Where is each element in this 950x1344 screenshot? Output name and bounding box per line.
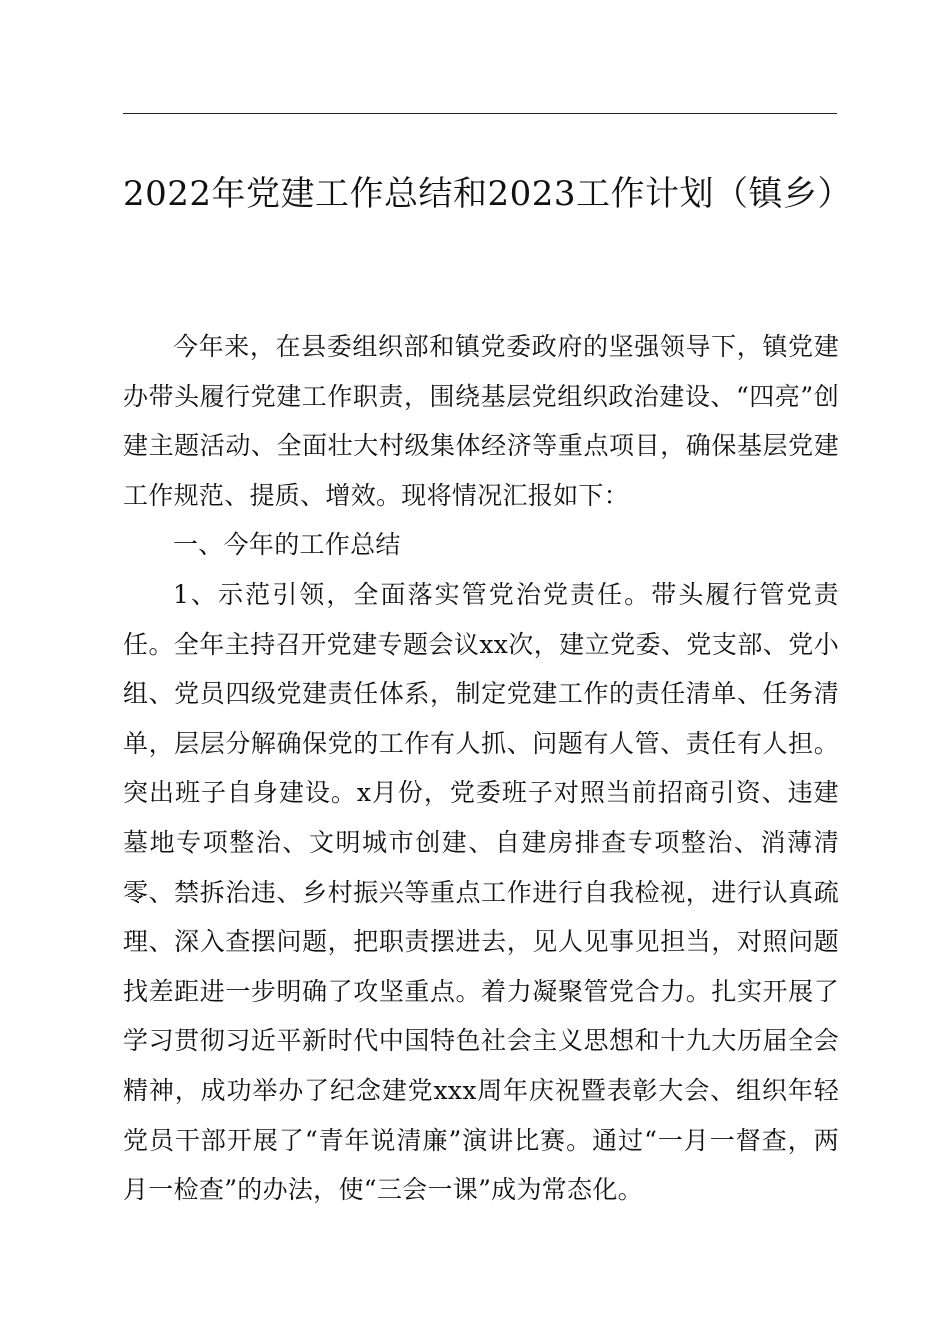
document-title: 2022年党建工作总结和2023工作计划（镇乡） [123, 174, 853, 214]
header-rule [123, 113, 837, 114]
intro-paragraph: 今年来，在县委组织部和镇党委政府的坚强领导下，镇党建办带头履行党建工作职责，围绕基层党组织政治建设、“四亮”创建主题活动、全面壮大村级集体经济等重点项目，确保基层党建工作规范、提质、增效。现将情况汇报如下： [123, 332, 839, 510]
section-heading: 一、今年的工作总结 [173, 530, 401, 560]
summary-paragraph: 1、示范引领，全面落实管党治党责任。带头履行管党责任。全年主持召开党建专题会议xx次，建立党委、党支部、党小组、党员四级党建责任体系，制定党建工作的责任清单、任务清单，层层分解确保党的工作有人抓、问题有人管、责任有人担。突出班子自身建设。x月份，党委班子对照当前招商引资、违建墓地专项整治、文明城市创建、自建房排查专项整治、消薄清零、禁拆治违、乡村振兴等重点工作进行自我检视，进行认真疏理、深入查摆问题，把职责摆进去，见人见事见担当，对照问题找差距进一步明确了攻坚重点。着力凝聚管党合力。扎实开展了学习贯彻习近平新时代中国特色社会主义思想和十九大历届全会精神，成功举办了纪念建党xxx周年庆祝暨表彰大会、组织年轻党员干部开展了“青年说清廉”演讲比赛。通过“一月一督查，两月一检查”的办法，使“三会一课”成为常态化。 [123, 579, 839, 1205]
document-body [123, 322, 839, 1215]
